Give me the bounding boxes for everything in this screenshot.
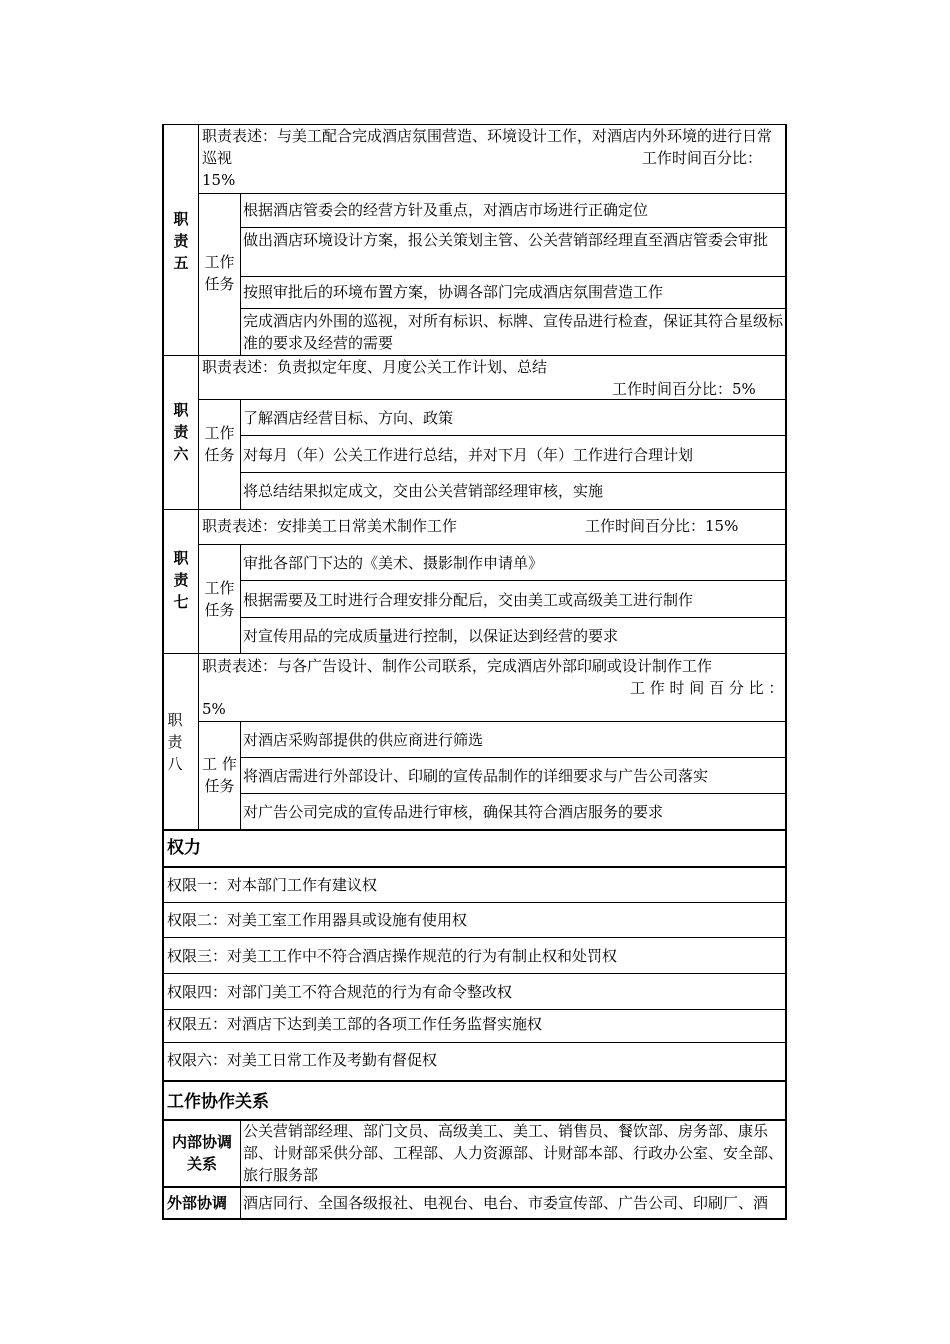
task-label: 工作 任务 [204, 424, 235, 464]
column-divider-2 [240, 721, 241, 830]
column-divider-2 [240, 193, 241, 355]
task-item: 根据需要及工时进行合理安排分配后，交由美工或高级美工进行制作 [243, 591, 694, 609]
power-item: 权限一：对本部门工作有建议权 [167, 876, 378, 894]
row-divider [198, 721, 787, 722]
row-divider [162, 1186, 787, 1188]
row-divider [240, 793, 787, 794]
time-percentage-value: 5% [202, 700, 226, 718]
section-title-cooperation: 工作协作关系 [167, 1092, 269, 1112]
table-border-left [162, 124, 164, 1220]
external-coordination-label: 外部协调 [167, 1194, 228, 1212]
column-divider-1 [198, 124, 199, 830]
task-item: 完成酒店内外围的巡视，对所有标识、标牌、宣传品进行检查，保证其符合星级标准的要求及经营的需要 [243, 312, 784, 352]
row-divider [162, 653, 787, 654]
section-divider [162, 1080, 787, 1082]
task-item: 做出酒店环境设计方案，报公关策划主管、公关营销部经理直至酒店管委会审批 [243, 231, 769, 249]
section-divider [162, 866, 787, 868]
power-item: 权限六：对美工日常工作及考勤有督促权 [167, 1051, 438, 1069]
row-divider [240, 580, 787, 581]
task-item: 对酒店采购部提供的供应商进行筛选 [243, 731, 484, 749]
task-item: 根据酒店管委会的经营方针及重点，对酒店市场进行正确定位 [243, 201, 649, 219]
duty-description: 职责表述：与各广告设计、制作公司联系，完成酒店外部印刷或设计制作工作 [202, 657, 713, 675]
row-divider [240, 308, 787, 309]
row-divider [240, 472, 787, 473]
duty-description: 职责表述：安排美工日常美术制作工作 [202, 517, 458, 535]
task-label: 工作 任务 [204, 579, 235, 619]
row-divider [240, 435, 787, 436]
task-label: 工作 任务 [204, 253, 235, 293]
duty-label: 职 责 五 [173, 210, 189, 272]
column-divider-2 [240, 544, 241, 653]
table-border-right [785, 124, 787, 1220]
task-item: 了解酒店经营目标、方向、政策 [243, 409, 454, 427]
row-divider [198, 193, 787, 194]
power-item: 权限五：对酒店下达到美工部的各项工作任务监督实施权 [167, 1015, 543, 1033]
column-divider-2 [240, 399, 241, 509]
row-divider [162, 937, 787, 938]
section-divider [162, 829, 787, 831]
row-divider [162, 973, 787, 974]
time-percentage-label: 工 作 时 间 百 分 比 ： [630, 679, 784, 697]
time-percentage: 工作时间百分比：15% [585, 517, 739, 535]
duty-description: 职责表述：与美工配合完成酒店氛围营造、环境设计工作，对酒店内外环境的进行日常巡视 [202, 127, 773, 167]
table-border-bottom [162, 1218, 787, 1220]
row-divider [198, 544, 787, 545]
task-item: 审批各部门下达的《美术、摄影制作申请单》 [243, 554, 544, 572]
task-label: 工 作 任务 [202, 755, 237, 795]
row-divider [240, 276, 787, 277]
power-item: 权限四：对部门美工不符合规范的行为有命令整改权 [167, 983, 513, 1001]
duty-label: 职 责 六 [173, 401, 189, 463]
task-item: 对每月（年）公关工作进行总结，并对下月（年）工作进行合理计划 [243, 446, 694, 464]
row-divider [162, 1009, 787, 1010]
task-item: 将酒店需进行外部设计、印刷的宣传品制作的详细要求与广告公司落实 [243, 767, 709, 785]
task-item: 对广告公司完成的宣传品进行审核，确保其符合酒店服务的要求 [243, 803, 664, 821]
time-percentage: 工作时间百分比：5% [612, 380, 756, 398]
row-divider [162, 509, 787, 510]
duty-description: 职责表述：负责拟定年度、月度公关工作计划、总结 [202, 358, 548, 376]
internal-coordination-label: 内部协调 关系 [171, 1133, 232, 1173]
power-item: 权限三：对美工工作中不符合酒店操作规范的行为有制止权和处罚权 [167, 947, 618, 965]
internal-coordination-text: 公关营销部经理、部门文员、高级美工、美工、销售员、餐饮部、房务部、康乐部、计财部采供分部、工程部、人力资源部、计财部本部、行政办公室、安全部、旅行服务部 [243, 1122, 784, 1184]
row-divider [240, 757, 787, 758]
time-percentage-label: 工作时间百分比： [642, 149, 763, 167]
column-divider-coop [240, 1120, 241, 1220]
task-item: 对宣传用品的完成质量进行控制，以保证达到经营的要求 [243, 627, 619, 645]
row-divider [240, 617, 787, 618]
time-percentage-value: 15% [202, 171, 236, 189]
row-divider [162, 902, 787, 903]
duty-label: 职 责 八 [167, 711, 183, 773]
section-title-power: 权力 [167, 838, 201, 858]
task-item: 将总结结果拟定成文，交由公关营销部经理审核，实施 [243, 482, 604, 500]
power-item: 权限二：对美工室工作用器具或设施有使用权 [167, 911, 468, 929]
row-divider [162, 1042, 787, 1043]
row-divider [240, 227, 787, 228]
task-item: 按照审批后的环境布置方案，协调各部门完成酒店氛围营造工作 [243, 283, 664, 301]
duty-label: 职 责 七 [173, 549, 189, 611]
external-coordination-text: 酒店同行、全国各级报社、电视台、电台、市委宣传部、广告公司、印刷厂、酒 [243, 1194, 769, 1212]
